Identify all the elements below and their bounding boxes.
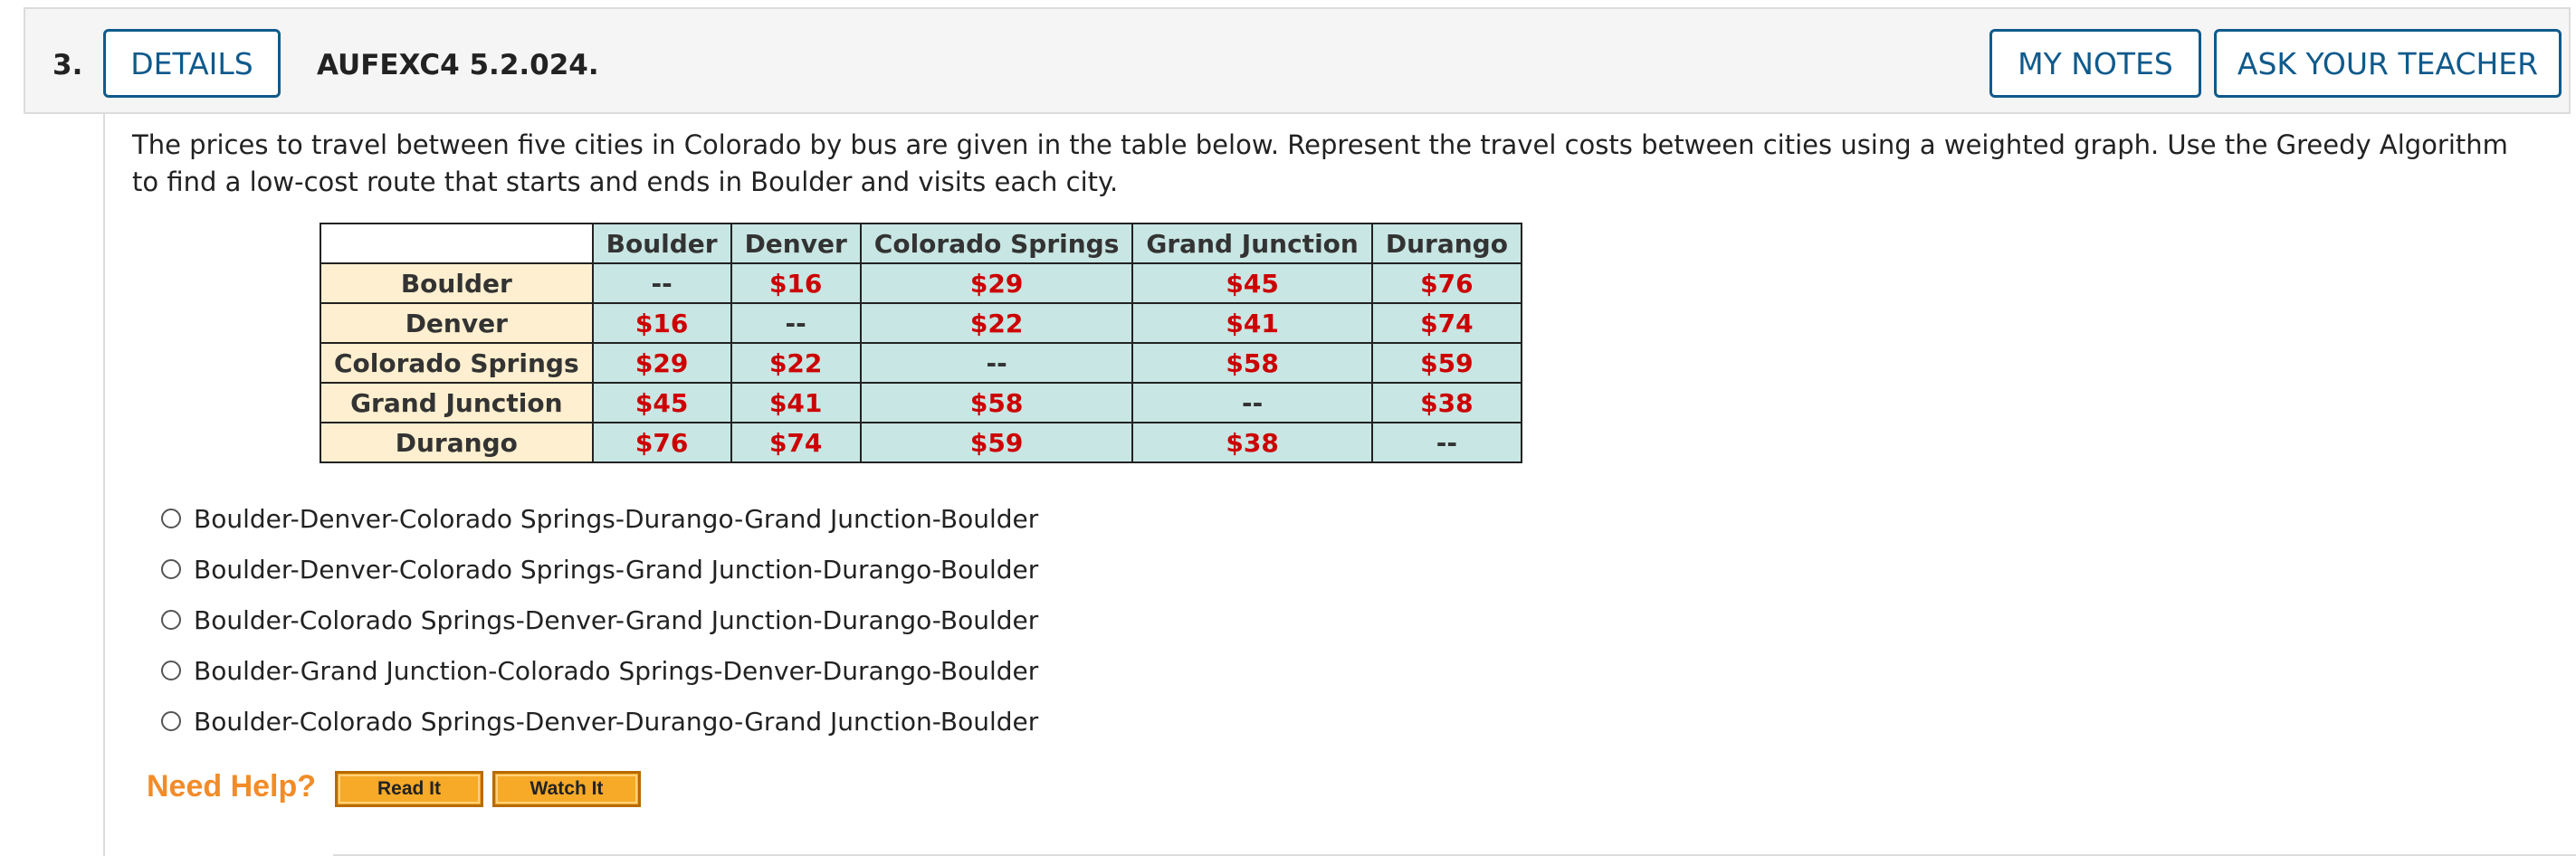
table-cell: $76 xyxy=(593,423,731,462)
table-cell: $59 xyxy=(861,423,1133,462)
table-cell: $16 xyxy=(593,303,731,343)
answer-choice-label[interactable]: Boulder-Colorado Springs-Denver-Durango-Grand Junction-Boulder xyxy=(194,706,1039,737)
column-header: Colorado Springs xyxy=(861,224,1133,263)
question-code: AUFEXC4 5.2.024. xyxy=(317,49,599,81)
table-cell: $59 xyxy=(1372,343,1522,383)
table-row xyxy=(320,263,1522,303)
table-cell: $58 xyxy=(1132,343,1371,383)
watch-it-button[interactable]: Watch It xyxy=(492,771,641,807)
table-cell: -- xyxy=(1372,423,1522,462)
table-header-row xyxy=(320,224,1522,263)
table-row xyxy=(320,303,1522,343)
table-cell: $41 xyxy=(1132,303,1371,343)
answer-choice-label[interactable]: Boulder-Denver-Colorado Springs-Grand Junction-Durango-Boulder xyxy=(194,554,1039,585)
answer-choice[interactable] xyxy=(161,594,1038,645)
table-row xyxy=(320,383,1522,423)
need-help-label: Need Help? xyxy=(147,769,317,804)
table-cell: $29 xyxy=(861,263,1133,303)
table-cell: $22 xyxy=(861,303,1133,343)
table-cell: $38 xyxy=(1132,423,1371,462)
radio-button[interactable] xyxy=(161,711,181,731)
table-cell: $22 xyxy=(731,343,861,383)
row-header: Boulder xyxy=(320,263,593,303)
answer-choice[interactable] xyxy=(161,493,1038,544)
table-cell: $41 xyxy=(731,383,861,423)
column-header: Denver xyxy=(731,224,861,263)
my-notes-button[interactable]: MY NOTES xyxy=(1989,29,2201,98)
table-cell: -- xyxy=(1132,383,1371,423)
table-cell: -- xyxy=(731,303,861,343)
answer-choices xyxy=(161,493,1038,747)
column-header: Durango xyxy=(1372,224,1522,263)
table-cell: $74 xyxy=(1372,303,1522,343)
table-cell: -- xyxy=(861,343,1133,383)
column-header: Boulder xyxy=(593,224,731,263)
radio-button[interactable] xyxy=(161,610,181,630)
table-cell: $45 xyxy=(593,383,731,423)
radio-button[interactable] xyxy=(161,661,181,680)
table-corner-cell xyxy=(320,224,593,263)
ask-teacher-button[interactable]: ASK YOUR TEACHER xyxy=(2214,29,2562,98)
table-cell: $74 xyxy=(731,423,861,462)
row-header: Grand Junction xyxy=(320,383,593,423)
table-cell: $58 xyxy=(861,383,1133,423)
row-header: Denver xyxy=(320,303,593,343)
answer-choice[interactable] xyxy=(161,544,1038,594)
answer-choice[interactable] xyxy=(161,696,1038,747)
radio-button[interactable] xyxy=(161,509,181,528)
answer-choice-label[interactable]: Boulder-Colorado Springs-Denver-Grand Junction-Durango-Boulder xyxy=(194,604,1039,635)
details-button[interactable]: DETAILS xyxy=(103,29,281,98)
table-cell: $16 xyxy=(731,263,861,303)
table-cell: $76 xyxy=(1372,263,1522,303)
question-number: 3. xyxy=(52,49,83,81)
question-prompt: The prices to travel between five cities in Colorado by bus are given in the table below. Represent the travel costs between cities using a weighted graph. Use the Greedy Algorithm to find a low-cost route that starts and ends in Boulder and visits each city. xyxy=(132,129,2508,197)
table-cell: $29 xyxy=(593,343,731,383)
answer-choice-label[interactable]: Boulder-Denver-Colorado Springs-Durango-Grand Junction-Boulder xyxy=(194,503,1039,534)
answer-choice-label[interactable]: Boulder-Grand Junction-Colorado Springs-Denver-Durango-Boulder xyxy=(194,655,1039,686)
table-row xyxy=(320,423,1522,462)
radio-button[interactable] xyxy=(161,559,181,579)
read-it-button[interactable]: Read It xyxy=(335,771,483,807)
answer-choice[interactable] xyxy=(161,645,1038,696)
bus-cost-table xyxy=(320,223,1522,463)
table-row xyxy=(320,343,1522,383)
row-header: Durango xyxy=(320,423,593,462)
table-cell: -- xyxy=(593,263,731,303)
table-cell: $38 xyxy=(1372,383,1522,423)
table-cell: $45 xyxy=(1132,263,1371,303)
column-header: Grand Junction xyxy=(1132,224,1371,263)
row-header: Colorado Springs xyxy=(320,343,593,383)
question-header xyxy=(24,7,2571,114)
